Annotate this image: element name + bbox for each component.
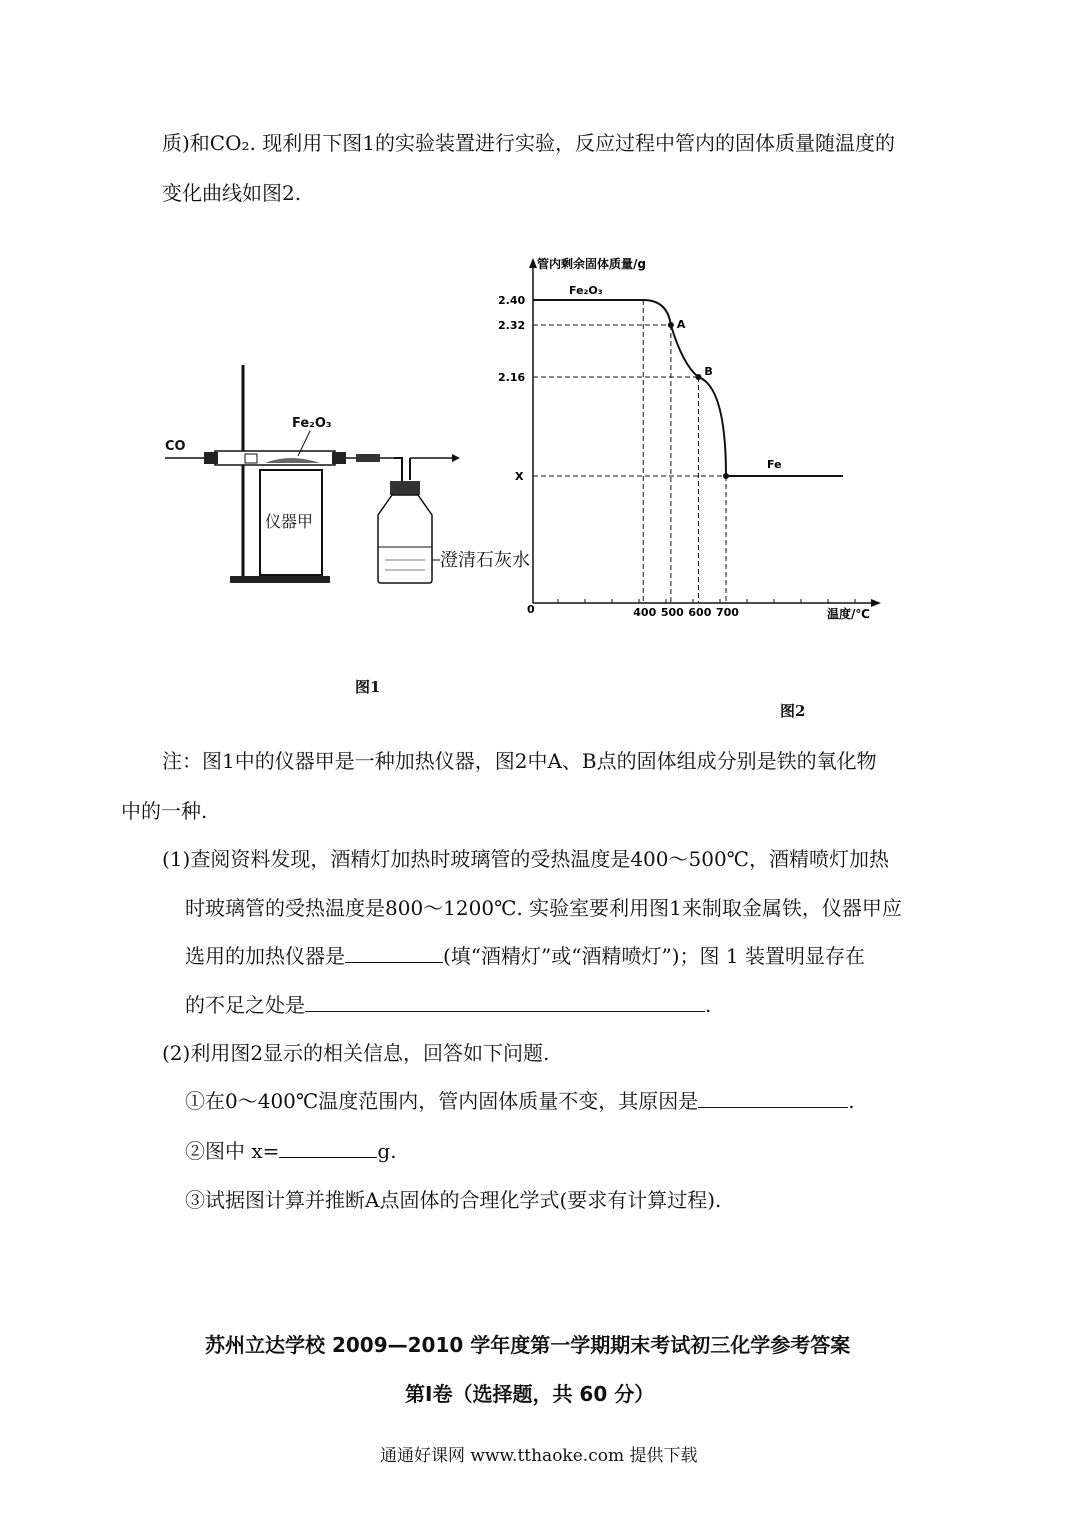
reason-answer-blank[interactable] <box>698 1089 848 1108</box>
q2-sub-1-text-b: . <box>848 1089 855 1113</box>
q2-sub-2-text-b: g. <box>377 1139 397 1163</box>
figure2-caption: 图2 <box>780 702 806 720</box>
q2-sub-2 <box>185 1139 397 1163</box>
heater-answer-blank[interactable] <box>345 944 443 963</box>
q2-sub-3: ③试据图计算并推断A点固体的合理化学式(要求有计算过程). <box>185 1188 722 1212</box>
q1-line-1: (1)查阅资料发现，酒精灯加热时玻璃管的受热温度是400～500℃，酒精喷灯加热 <box>162 847 890 871</box>
y-tick-label: 2.16 <box>498 371 526 384</box>
q2-sub-1-text-a: ①在0～400℃温度范围内，管内固体质量不变，其原因是 <box>185 1089 699 1113</box>
y-tick-label: 2.32 <box>498 319 526 332</box>
x-tick-label: 600 <box>688 606 712 619</box>
shortcoming-answer-blank[interactable] <box>305 993 705 1012</box>
y-tick-label: X <box>515 470 524 483</box>
note-line-1: 注：图1中的仪器甲是一种加热仪器，图2中A、B点的固体组成分别是铁的氧化物 <box>162 749 877 773</box>
note-line-2: 中的一种. <box>121 799 208 823</box>
q1-line-2: 时玻璃管的受热温度是800～1200℃. 实验室要利用图1来制取金属铁，仪器甲应 <box>185 896 902 920</box>
x-axis-label: 温度/℃ <box>827 607 870 621</box>
fe2o3-label: Fe₂O₃ <box>569 284 603 297</box>
x-tick-label: 400 <box>633 606 657 619</box>
x-value-answer-blank[interactable] <box>279 1139 377 1158</box>
fe-label: Fe <box>767 458 782 471</box>
figure2-chart <box>495 250 895 630</box>
q1-line-3-text-a: 选用的加热仪器是 <box>185 944 345 968</box>
bottle-label: 澄清石灰水 <box>440 550 530 571</box>
intro-line-1: 质)和CO₂. 现利用下图1的实验装置进行实验，反应过程中管内的固体质量随温度的 <box>162 131 895 155</box>
q1-line-3-text-b: (填“酒精灯”或“酒精喷灯”)；图 1 装置明显存在 <box>443 944 865 968</box>
answers-title: 苏州立达学校 2009—2010 学年度第一学期期末考试初三化学参考答案 <box>205 1333 851 1357</box>
q1-line-3 <box>185 944 865 968</box>
x-tick-label: 700 <box>715 606 739 619</box>
mass-curve <box>533 300 843 476</box>
y-axis-arrow <box>529 258 537 268</box>
q2-sub-2-text-a: ②图中 x= <box>185 1139 280 1163</box>
gas-label: CO <box>165 439 186 454</box>
figure1-apparatus <box>160 355 480 595</box>
q2-sub-1 <box>185 1089 855 1113</box>
y-tick-label: 2.40 <box>498 294 526 307</box>
figure1-caption: 图1 <box>355 678 381 696</box>
heater-label: 仪器甲 <box>265 512 314 531</box>
tube-label: Fe₂O₃ <box>292 416 332 431</box>
x-axis-arrow <box>871 599 881 607</box>
point-b-marker <box>695 374 701 380</box>
point-a-label: A <box>676 318 686 331</box>
intro-line-2: 变化曲线如图2. <box>162 181 302 205</box>
stand-base <box>230 576 330 583</box>
point-b-label: B <box>704 365 713 378</box>
q1-line-4-text-a: 的不足之处是 <box>185 993 305 1017</box>
y-axis-label: 管内剩余固体质量/g <box>537 257 646 271</box>
x-tick-label: 500 <box>660 606 684 619</box>
point-x-marker <box>723 473 729 479</box>
point-a-marker <box>668 322 674 328</box>
origin-label: 0 <box>527 603 535 616</box>
answers-subtitle: 第Ⅰ卷（选择题，共 60 分） <box>405 1382 655 1406</box>
q2-intro: (2)利用图2显示的相关信息，回答如下问题. <box>162 1041 550 1065</box>
q1-line-4-text-b: . <box>705 993 712 1017</box>
q1-line-4 <box>185 993 711 1017</box>
footer: 通通好课网 www.tthaoke.com 提供下载 <box>380 1446 698 1466</box>
